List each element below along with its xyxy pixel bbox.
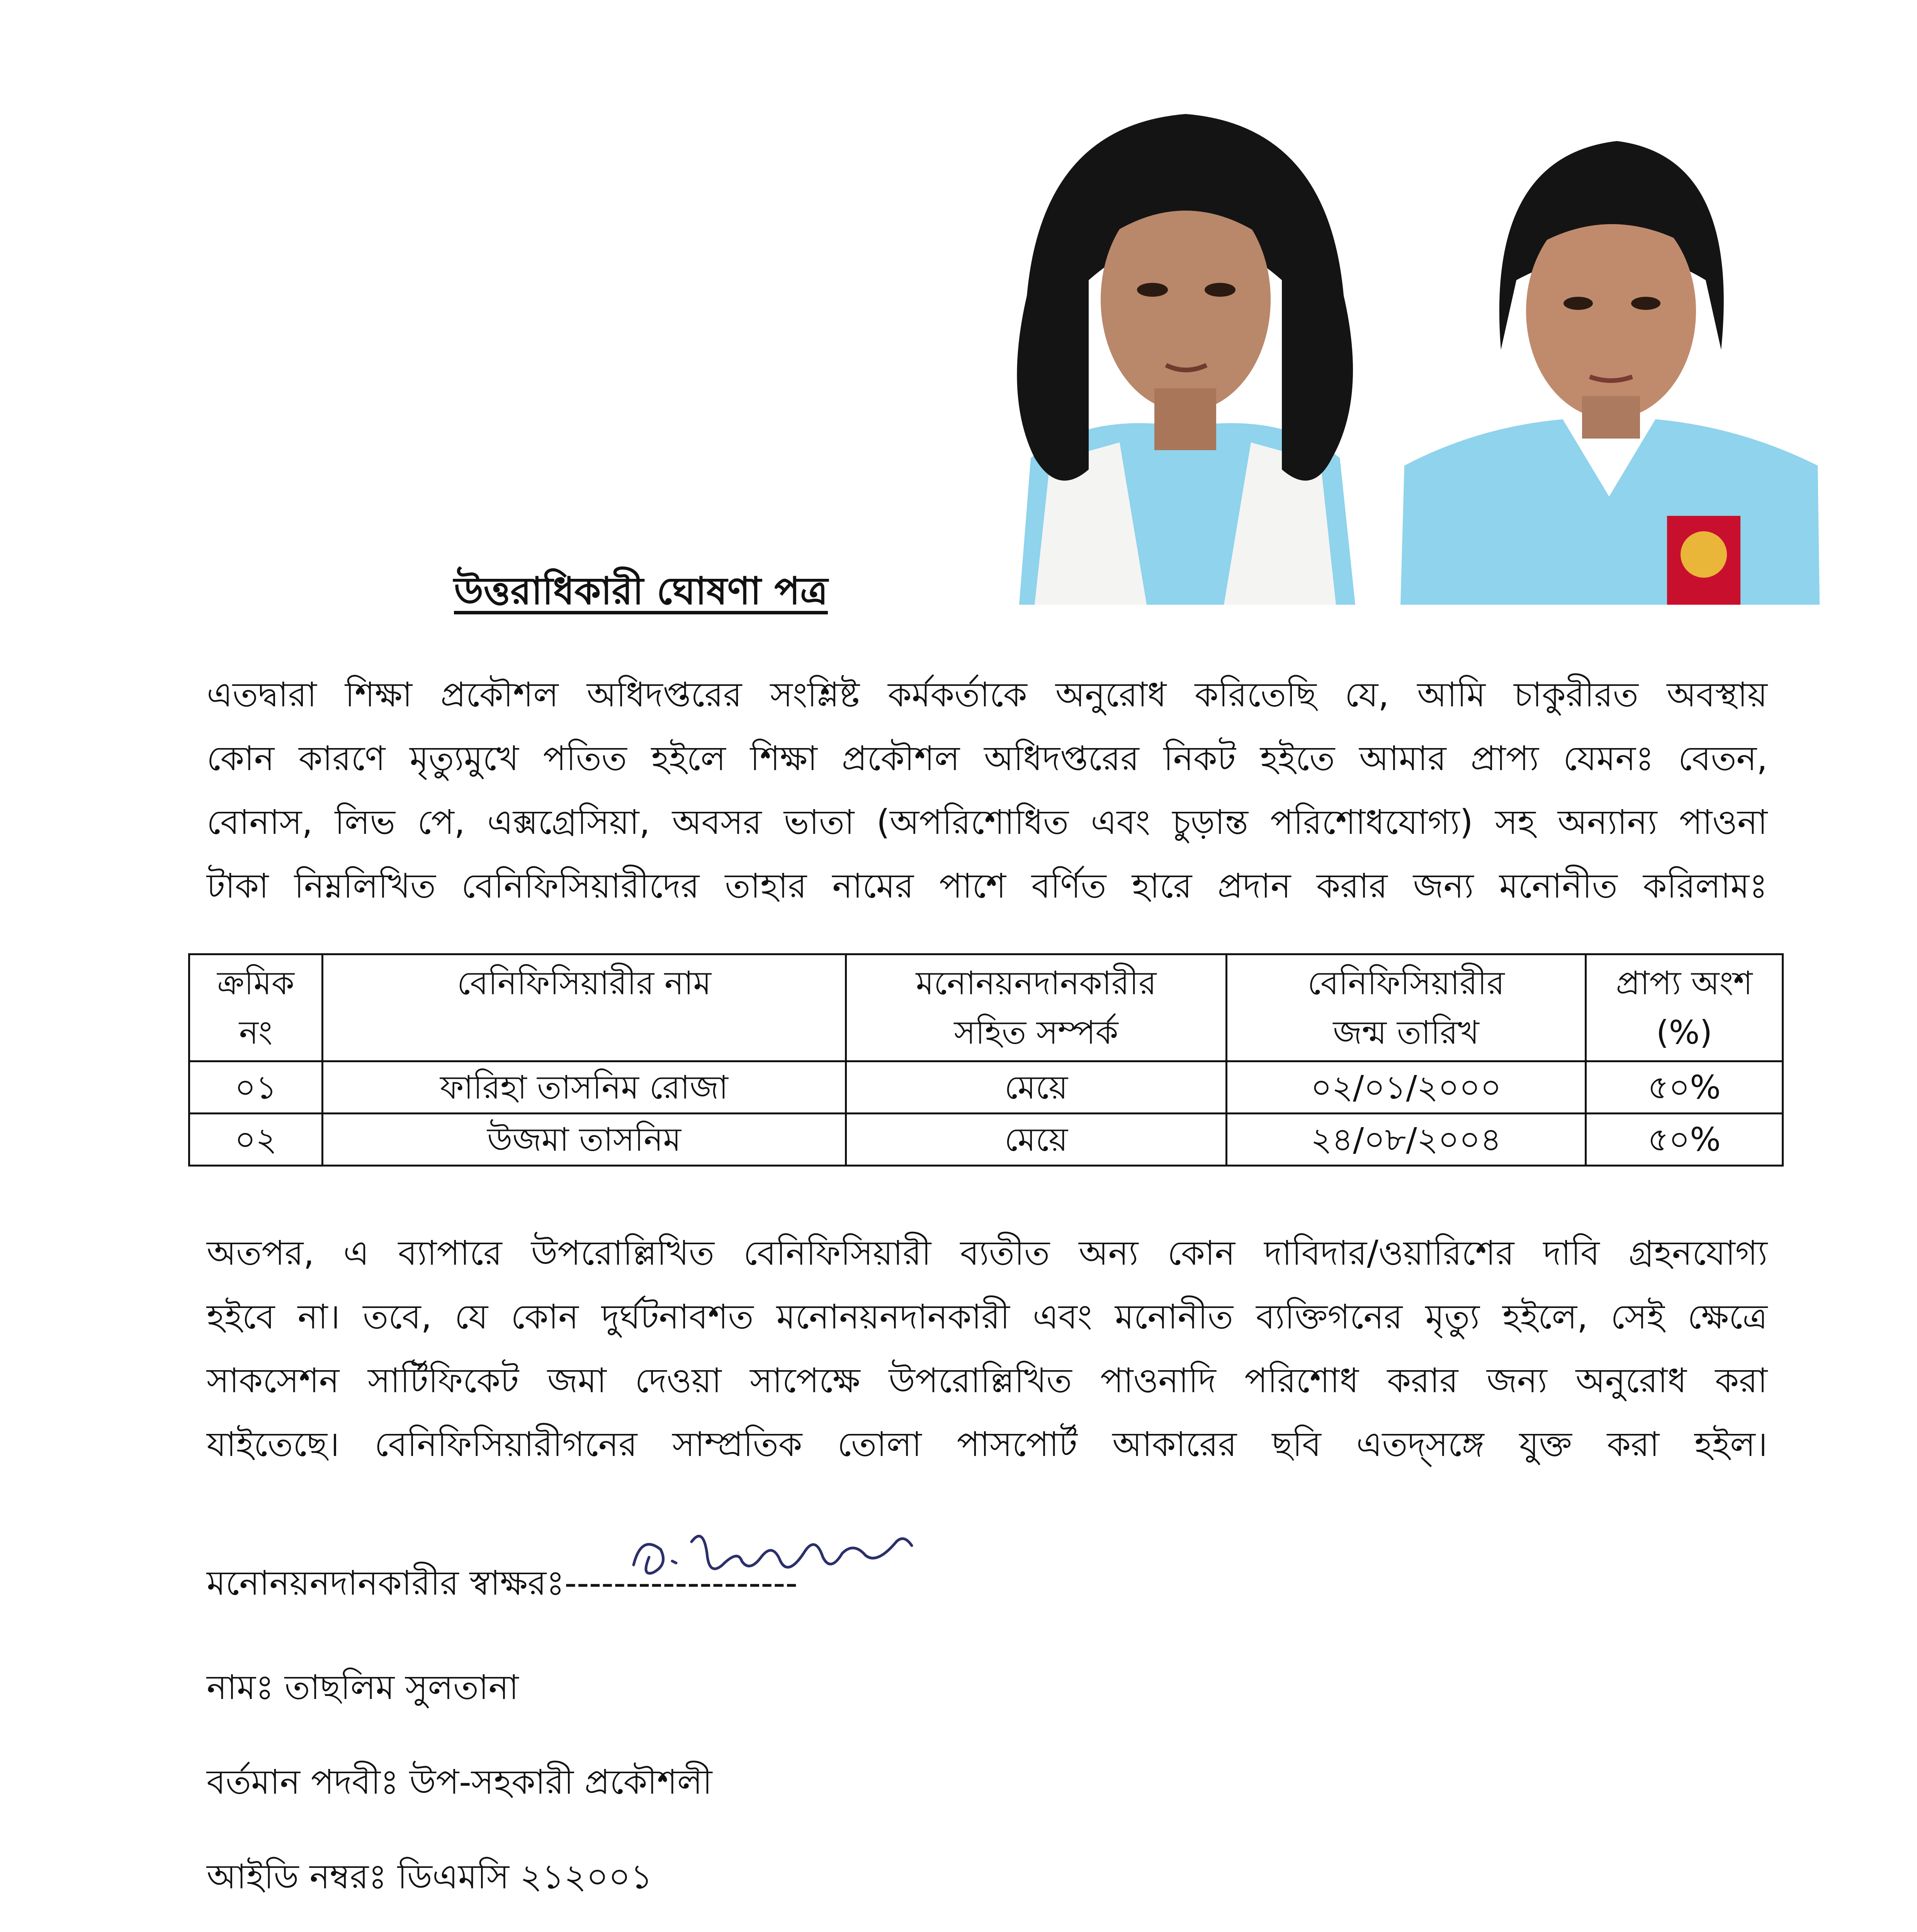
cell-name: উজমা তাসনিম [323, 1114, 846, 1166]
table-row [189, 1114, 1783, 1166]
cell-relationship: মেয়ে [846, 1061, 1227, 1114]
cell-share: ৫০% [1586, 1114, 1783, 1166]
cell-name: ফারিহা তাসনিম রোজা [323, 1061, 846, 1114]
table-row [189, 1061, 1783, 1114]
cell-serial: ০১ [189, 1061, 323, 1114]
nominator-name: নামঃ তাছলিম সুলতানা [207, 1667, 519, 1707]
document-title: উত্তরাধিকারী ঘোষণা পত্র [454, 569, 828, 613]
closing-line: অতপর, এ ব্যাপারে উপরোল্লিখিত বেনিফিসিয়ারী ব্যতীত অন্য কোন দাবিদার/ওয়ারিশের দাবি গ্রহনযোগ্য [207, 1233, 1767, 1273]
designation-field: বর্তমান পদবীঃ উপ-সহকারী প্রকৌশলী [207, 1762, 712, 1802]
beneficiary-photo-2 [1400, 79, 1820, 605]
closing-line: যাইতেছে। বেনিফিসিয়ারীগনের সাম্প্রতিক তোলা পাসপোর্ট আকারের ছবি এতদ্সঙ্গে যুক্ত করা হইল। [207, 1424, 1767, 1464]
signature-field: মনোনয়নদানকারীর স্বাক্ষরঃ------------------- [207, 1563, 798, 1603]
portrait-photo-1 [973, 79, 1399, 605]
cell-birth-date: ২৪/০৮/২০০৪ [1227, 1114, 1586, 1166]
closing-paragraph [207, 1221, 1767, 1476]
intro-line: বোনাস, লিভ পে, এক্সগ্রেসিয়া, অবসর ভাতা (অপরিশোধিত এবং চুড়ান্ত পরিশোধযোগ্য) সহ অন্যান্য পাওনা [207, 802, 1767, 842]
cell-relationship: মেয়ে [846, 1114, 1227, 1166]
header-share: প্রাপ্য অংশ (%) [1586, 954, 1783, 1061]
beneficiary-photo-1 [973, 79, 1399, 605]
intro-line: টাকা নিম্নলিখিত বেনিফিসিয়ারীদের তাহার নামের পাশে বর্ণিত হারে প্রদান করার জন্য মনোনীত করিলামঃ [207, 866, 1767, 906]
portrait-photo-2 [1400, 79, 1820, 605]
closing-line: সাকসেশন সার্টিফিকেট জমা দেওয়া সাপেক্ষে উপরোল্লিখিত পাওনাদি পরিশোধ করার জন্য অনুরোধ করা [207, 1361, 1767, 1400]
closing-line: হইবে না। তবে, যে কোন দুর্ঘটনাবশত মনোনয়নদানকারী এবং মনোনীত ব্যক্তিগনের মৃত্যু হইলে, সেই ক্ষেত্রে [207, 1297, 1767, 1337]
header-birth-date: বেনিফিসিয়ারীর জন্ম তারিখ [1227, 954, 1586, 1061]
cell-birth-date: ০২/০১/২০০০ [1227, 1061, 1586, 1114]
cell-share: ৫০% [1586, 1061, 1783, 1114]
table-header-row [189, 954, 1783, 1061]
intro-paragraph [207, 663, 1767, 918]
beneficiary-table [188, 953, 1784, 1167]
intro-line: এতদ্বারা শিক্ষা প্রকৌশল অধিদপ্তরের সংশ্লিষ্ট কর্মকর্তাকে অনুরোধ করিতেছি যে, আমি চাকুরীরত অবস্থায় [207, 675, 1767, 714]
id-number-field: আইডি নম্বরঃ ডিএমসি ২১২০০১ [207, 1857, 653, 1896]
intro-line: কোন কারণে মৃত্যুমুখে পতিত হইলে শিক্ষা প্রকৌশল অধিদপ্তরের নিকট হইতে আমার প্রাপ্য যেমনঃ বেতন, [207, 738, 1767, 778]
header-relationship: মনোনয়নদানকারীর সহিত সম্পর্ক [846, 954, 1227, 1061]
header-beneficiary-name: বেনিফিসিয়ারীর নাম [323, 954, 846, 1061]
cell-serial: ০২ [189, 1114, 323, 1166]
header-serial: ক্রমিক নং [189, 954, 323, 1061]
